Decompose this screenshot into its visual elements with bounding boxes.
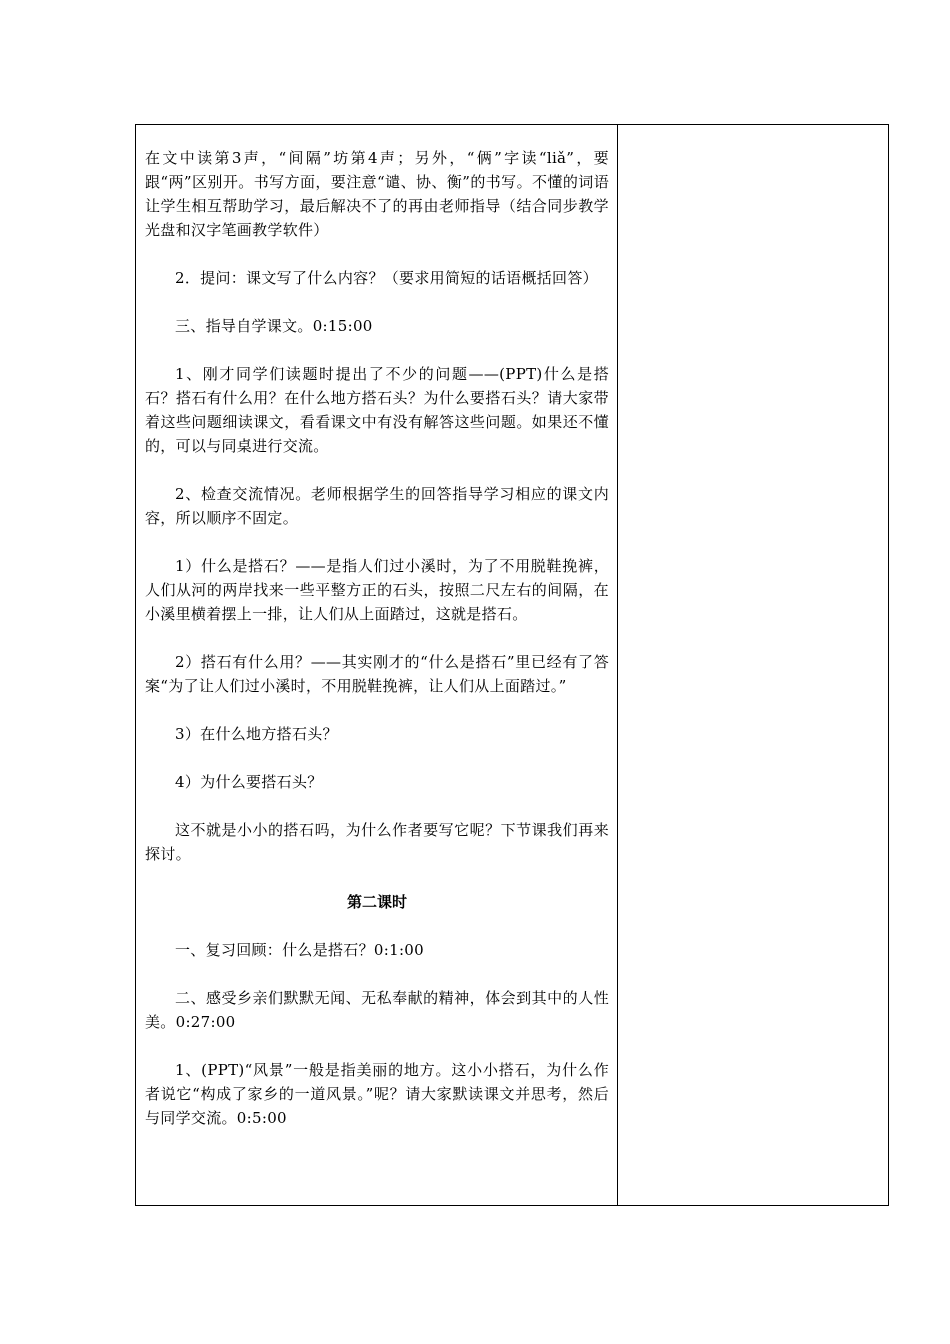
paragraph-check-exchange: 2、检查交流情况。老师根据学生的回答指导学习相应的课文内容，所以顺序不固定。 <box>145 485 609 527</box>
paragraph-question-content: 2．提问：课文写了什么内容？（要求用简短的话语概括回答） <box>175 269 598 287</box>
paragraph-why: 4）为什么要搭石头？ <box>175 773 323 791</box>
notes-cell <box>618 125 888 1205</box>
paragraph-review: 一、复习回顾：什么是搭石？0:1:00 <box>175 941 424 959</box>
section-heading-second-lesson: 第二课时 <box>346 893 407 911</box>
paragraph-where: 3）在什么地方搭石头？ <box>175 725 338 743</box>
paragraph-scenery: 1、(PPT)“风景”一般是指美丽的地方。这小小搭石，为什么作者说它“构成了家乡的一道风景。”呢？请大家默读课文并思考，然后与同学交流。0:5:00 <box>145 1061 609 1127</box>
paragraph-reading-questions: 1、刚才同学们读题时提出了不少的问题——(PPT)什么是搭石？搭石有什么用？在什么地方搭石头？为什么要搭石头？请大家带着这些问题细读课文，看看课文中有没有解答这些问题。如果还不懂的，可以与同桌进行交流。 <box>145 365 609 455</box>
lesson-table <box>135 124 889 1206</box>
lesson-content-cell <box>136 125 617 1205</box>
paragraph-feel-spirit: 二、感受乡亲们默默无闻、无私奉献的精神，体会到其中的人性美。0:27:00 <box>145 989 609 1031</box>
paragraph-section-three: 三、指导自学课文。0:15:00 <box>175 317 373 335</box>
paragraph-what-is-dashi: 1）什么是搭石？——是指人们过小溪时，为了不用脱鞋挽裤，人们从河的两岸找来一些平整方正的石头，按照二尺左右的间隔，在小溪里横着摆上一排，让人们从上面踏过，这就是搭石。 <box>145 557 609 623</box>
paragraph-dashi-use: 2）搭石有什么用？——其实刚才的“什么是搭石”里已经有了答案“为了让人们过小溪时，不用脱鞋挽裤，让人们从上面踏过。” <box>145 653 609 695</box>
paragraph-next-lesson: 这不就是小小的搭石吗，为什么作者要写它呢？下节课我们再来探讨。 <box>145 821 609 863</box>
paragraph-pronunciation: 在文中读第3声，“间隔”坊第4声；另外，“俩”字读“liǎ”，要跟“两”区别开。书写方面，要注意“谴、协、衡”的书写。不懂的词语让学生相互帮助学习，最后解决不了的再由老师指导（结合同步教学光盘和汉字笔画教学软件） <box>145 149 609 239</box>
